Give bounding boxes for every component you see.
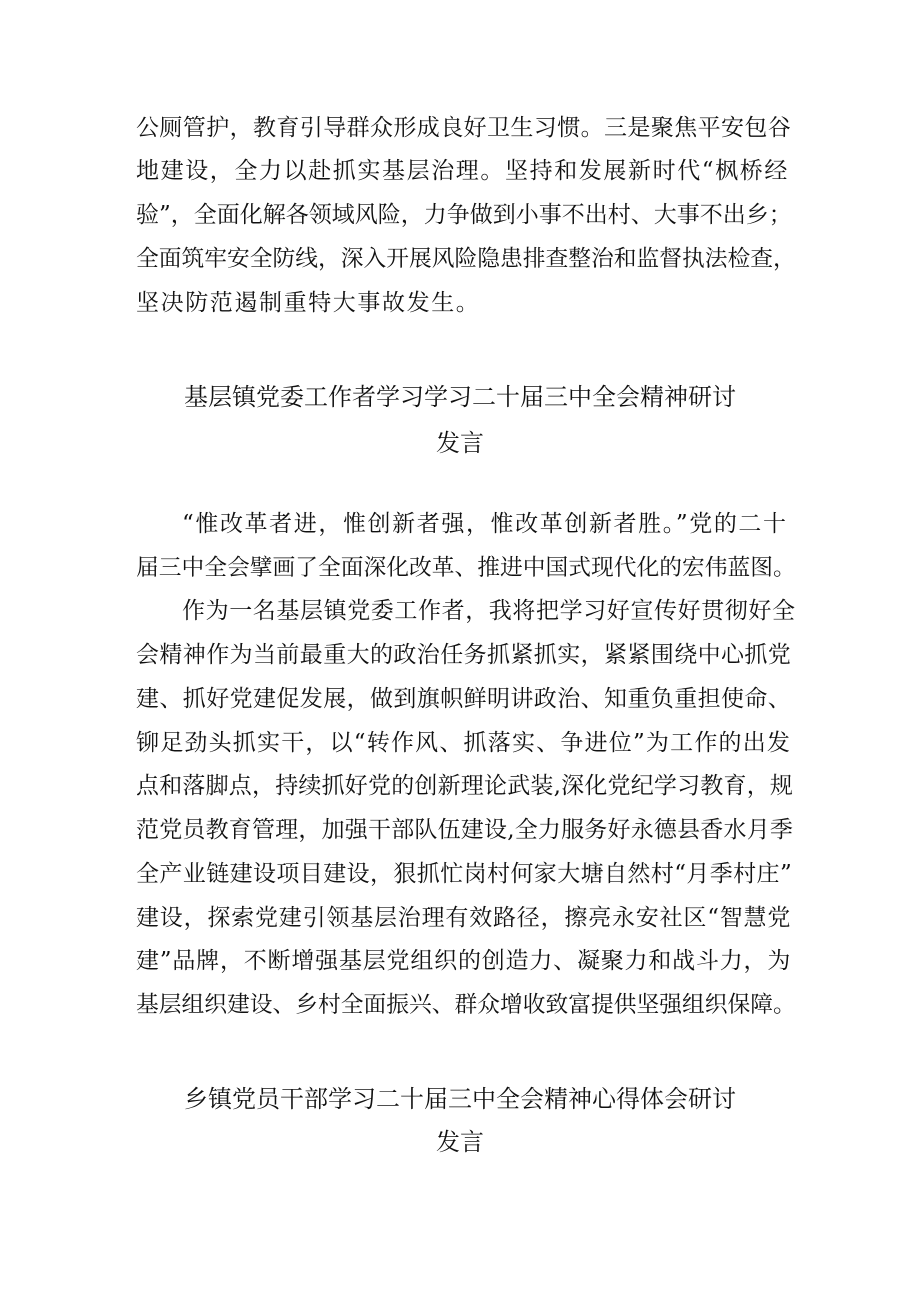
body-text-line: 范党员教育管理，加强干部队伍建设,全力服务好永德县香水月季 bbox=[136, 817, 794, 843]
body-text-line: 验”，全面化解各领域风险，力争做到小事不出村、大事不出乡； bbox=[136, 202, 792, 228]
body-text-line: 届三中全会擘画了全面深化改革、推进中国式现代化的宏伟蓝图。 bbox=[136, 555, 796, 581]
body-text-line: 建、抓好党建促发展，做到旗帜鲜明讲政治、知重负重担使命、 bbox=[136, 686, 792, 712]
body-text-line: 铆足劲头抓实干，以“转作风、抓落实、争进位”为工作的出发 bbox=[136, 730, 792, 756]
article-title-continued: 发言 bbox=[436, 1128, 484, 1156]
body-text-line: 基层组织建设、乡村全面振兴、群众增收致富提供坚强组织保障。 bbox=[136, 992, 796, 1018]
body-text-line: 建设，探索党建引领基层治理有效路径，擦亮永安社区“智慧党 bbox=[136, 905, 792, 931]
body-text-line: 会精神作为当前最重大的政治任务抓紧抓实，紧紧围绕中心抓党 bbox=[136, 642, 792, 668]
body-text-line: 坚决防范遏制重特大事故发生。 bbox=[136, 290, 481, 316]
body-text-line: 地建设，全力以赴抓实基层治理。坚持和发展新时代“枫桥经 bbox=[136, 158, 789, 184]
body-text-line: 公厕管护，教育引导群众形成良好卫生习惯。三是聚焦平安包谷 bbox=[136, 115, 792, 141]
article-title-continued: 发言 bbox=[436, 429, 484, 457]
body-text-line: 作为一名基层镇党委工作者，我将把学习好宣传好贯彻好全 bbox=[182, 598, 796, 624]
body-text-line: “惟改革者进，惟创新者强，惟改革创新者胜。”党的二十 bbox=[182, 511, 788, 537]
article-title: 基层镇党委工作者学习学习二十届三中全会精神研讨 bbox=[184, 383, 736, 411]
body-text-line: 全面筑牢安全防线，深入开展风险隐患排查整治和监督执法检查， bbox=[136, 246, 796, 272]
body-text-line: 点和落脚点，持续抓好党的创新理论武装,深化党纪学习教育，规 bbox=[136, 773, 794, 799]
body-text-line: 全产业链建设项目建设，狠抓忙岗村何家大塘自然村“月季村庄” bbox=[136, 861, 793, 887]
article-title: 乡镇党员干部学习二十届三中全会精神心得体会研讨 bbox=[184, 1085, 736, 1113]
body-text-line: 建”品牌，不断增强基层党组织的创造力、凝聚力和战斗力，为 bbox=[136, 948, 792, 974]
